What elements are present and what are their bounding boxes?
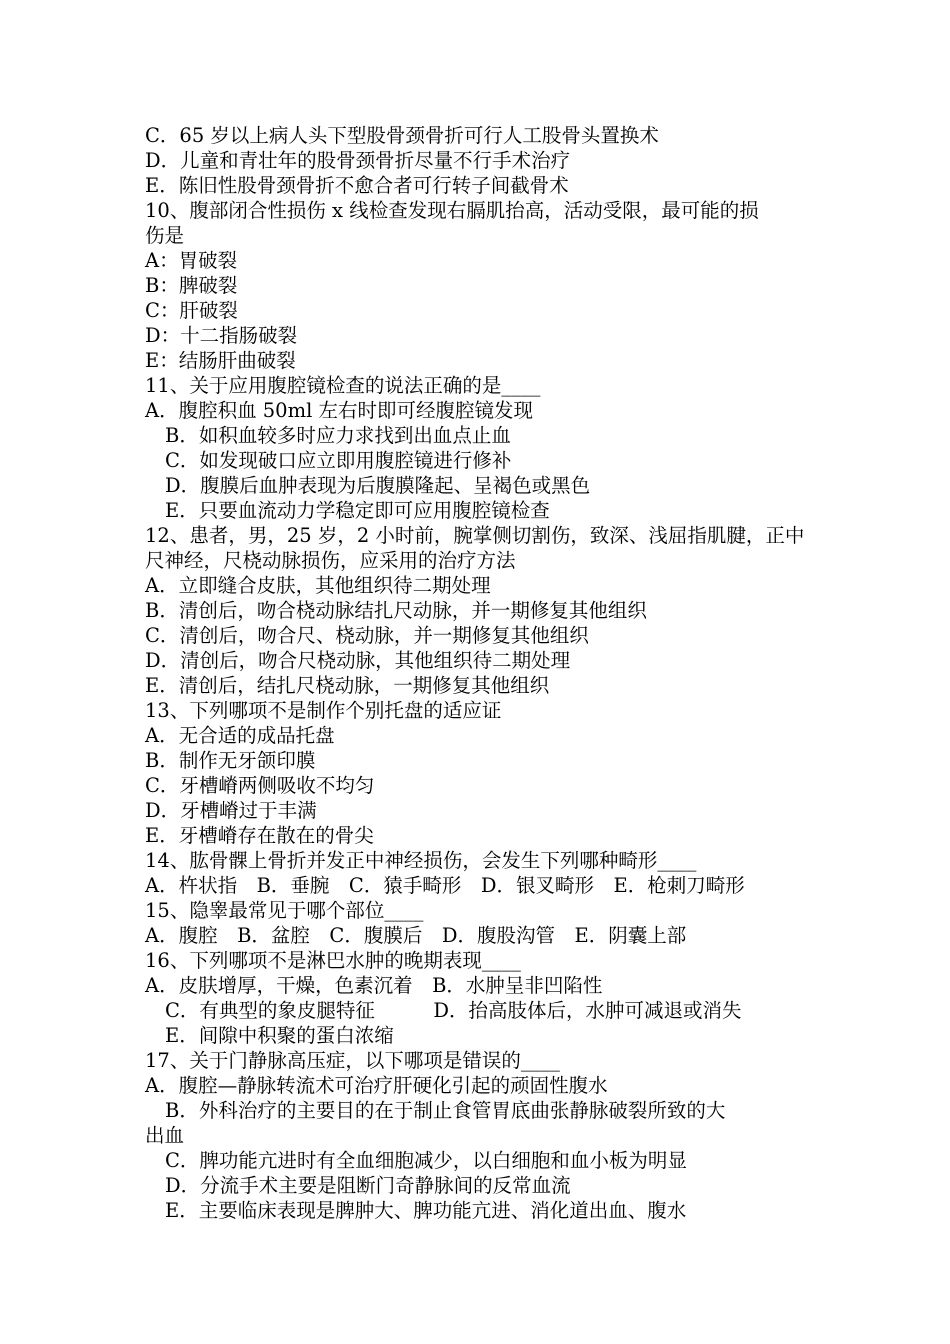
text-line: A．皮肤增厚，干燥，色素沉着 B．水肿呈非凹陷性 xyxy=(145,974,603,997)
text-line: B．外科治疗的主要目的在于制止食管胃底曲张静脉破裂所致的大 xyxy=(165,1099,726,1122)
text-line: 14、肱骨髁上骨折并发正中神经损伤，会发生下列哪种畸形____ xyxy=(145,849,697,872)
text-line: B．如积血较多时应力求找到出血点止血 xyxy=(165,424,511,447)
text-line: E．清创后，结扎尺桡动脉，一期修复其他组织 xyxy=(145,674,550,697)
text-line: C．有典型的象皮腿特征 D．抬高肢体后，水肿可减退或消失 xyxy=(165,999,742,1022)
text-line: E：结肠肝曲破裂 xyxy=(145,349,296,372)
text-line: 12、患者，男，25 岁，2 小时前，腕掌侧切割伤，致深、浅屈指肌腱，正中 xyxy=(145,524,805,547)
text-line: A．腹腔—静脉转流术可治疗肝硬化引起的顽固性腹水 xyxy=(145,1074,608,1097)
text-line: C．65 岁以上病人头下型股骨颈骨折可行人工股骨头置换术 xyxy=(145,124,659,147)
text-line: D．牙槽嵴过于丰满 xyxy=(145,799,317,822)
text-line: D．腹膜后血肿表现为后腹膜隆起、呈褐色或黑色 xyxy=(165,474,591,497)
text-line: E．间隙中积聚的蛋白浓缩 xyxy=(165,1024,394,1047)
text-line: E．陈旧性股骨颈骨折不愈合者可行转子间截骨术 xyxy=(145,174,569,197)
text-line: D．分流手术主要是阻断门奇静脉间的反常血流 xyxy=(165,1174,571,1197)
text-line: A．立即缝合皮肤，其他组织待二期处理 xyxy=(145,574,491,597)
text-line: E．牙槽嵴存在散在的骨尖 xyxy=(145,824,374,847)
text-line: 尺神经，尺桡动脉损伤，应采用的治疗方法 xyxy=(145,549,516,572)
document-page xyxy=(145,123,810,1223)
text-line: B．制作无牙颌印膜 xyxy=(145,749,316,772)
text-line: B．清创后，吻合桡动脉结扎尺动脉，并一期修复其他组织 xyxy=(145,599,647,622)
text-line: 16、下列哪项不是淋巴水肿的晚期表现____ xyxy=(145,949,521,972)
text-line: 11、关于应用腹腔镜检查的说法正确的是____ xyxy=(145,374,541,397)
text-line: 10、腹部闭合性损伤 x 线检查发现右膈肌抬高，活动受限，最可能的损 xyxy=(145,199,759,222)
text-line: E．只要血流动力学稳定即可应用腹腔镜检查 xyxy=(165,499,550,522)
text-line: D．儿童和青壮年的股骨颈骨折尽量不行手术治疗 xyxy=(145,149,571,172)
text-line: D．清创后，吻合尺桡动脉，其他组织待二期处理 xyxy=(145,649,571,672)
text-line: A：胃破裂 xyxy=(145,249,238,272)
text-line: 17、关于门静脉高压症，以下哪项是错误的____ xyxy=(145,1049,560,1072)
text-line: C．脾功能亢进时有全血细胞减少，以白细胞和血小板为明显 xyxy=(165,1149,687,1172)
text-line: 15、隐睾最常见于哪个部位____ xyxy=(145,899,424,922)
text-line: A．杵状指 B．垂腕 C．猿手畸形 D．银叉畸形 E．枪刺刀畸形 xyxy=(145,874,745,897)
text-line: 伤是 xyxy=(145,224,185,247)
text-line: C：肝破裂 xyxy=(145,299,238,322)
text-line: B：脾破裂 xyxy=(145,274,238,297)
text-line: 13、下列哪项不是制作个别托盘的适应证 xyxy=(145,699,502,722)
text-line: C．清创后，吻合尺、桡动脉，并一期修复其他组织 xyxy=(145,624,589,647)
text-line: D：十二指肠破裂 xyxy=(145,324,298,347)
text-line: E．主要临床表现是脾肿大、脾功能亢进、消化道出血、腹水 xyxy=(165,1199,687,1222)
text-line: C．牙槽嵴两侧吸收不均匀 xyxy=(145,774,375,797)
text-line: 出血 xyxy=(145,1124,185,1147)
text-line: A．腹腔 B．盆腔 C．腹膜后 D．腹股沟管 E．阴囊上部 xyxy=(145,924,687,947)
text-line: A．腹腔积血 50ml 左右时即可经腹腔镜发现 xyxy=(145,399,534,422)
text-line: C．如发现破口应立即用腹腔镜进行修补 xyxy=(165,449,512,472)
text-line: A．无合适的成品托盘 xyxy=(145,724,335,747)
